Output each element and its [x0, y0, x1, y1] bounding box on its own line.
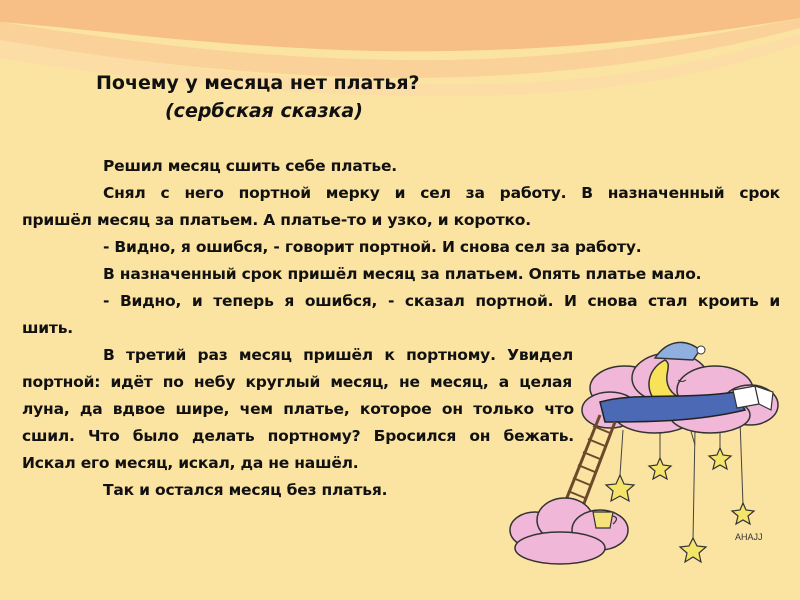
- story-line: - Видно, и теперь я ошибся, - сказал портной. И снова стал кроить и: [103, 292, 780, 310]
- story-line: пришёл месяц за платьем. А платье-то и узко, и коротко.: [22, 211, 531, 229]
- story-line: Решил месяц сшить себе платье.: [103, 157, 397, 175]
- story-line: В назначенный срок пришёл месяц за платьем. Опять платье мало.: [103, 265, 702, 283]
- background-wave: [0, 0, 800, 130]
- story-title: Почему у месяца нет платья?: [96, 72, 420, 94]
- story-line: портной: идёт по небу круглый месяц, не месяц, а целая: [22, 373, 572, 391]
- story-line: - Видно, я ошибся, - говорит портной. И снова сел за работу.: [103, 238, 642, 256]
- story-line: сшил. Что было делать портному? Бросился он бежать.: [22, 427, 574, 445]
- stars: [606, 448, 754, 562]
- moon-on-cloud-illustration: [505, 330, 795, 595]
- story-line: Снял с него портной мерку и сел за работу. В назначенный срок: [103, 184, 780, 202]
- story-line: В третий раз месяц пришёл к портному. Увидел: [103, 346, 573, 364]
- artist-signature: АНАЈЈ: [735, 532, 763, 542]
- story-subtitle: (сербская сказка): [165, 100, 363, 122]
- story-line: луна, да вдвое шире, чем платье, которое он только что: [22, 400, 574, 418]
- lower-cloud: [510, 498, 628, 564]
- story-line: Искал его месяц, искал, да не нашёл.: [22, 454, 359, 472]
- story-line: Так и остался месяц без платья.: [103, 481, 388, 499]
- story-line: шить.: [22, 319, 73, 337]
